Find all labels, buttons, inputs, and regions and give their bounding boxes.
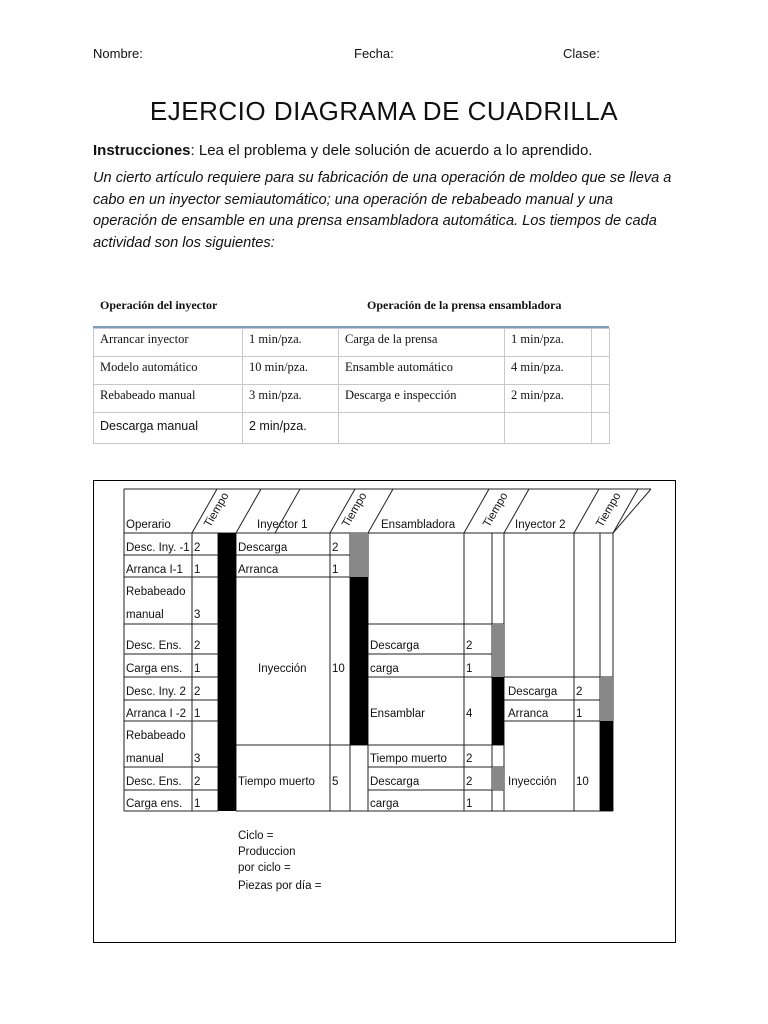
- col-header-tiempo-3: Tiempo: [481, 490, 511, 530]
- inyector2-activity: Descarga: [508, 686, 558, 698]
- nombre-label: Nombre:: [93, 46, 143, 61]
- inyector1-time: 1: [332, 564, 339, 576]
- inyector2-time: 10: [576, 776, 589, 788]
- col-header-tiempo-1: Tiempo: [202, 490, 232, 530]
- ensambladora-time: 1: [466, 663, 473, 675]
- table-cell: Rebabeado manual: [94, 385, 243, 413]
- table-header-press: Operación de la prensa ensambladora: [367, 298, 562, 312]
- operario-row-time: 1: [194, 798, 201, 810]
- table-cell: Arrancar inyector: [94, 329, 243, 357]
- table-cell: Modelo automático: [94, 357, 243, 385]
- operario-busy-bar: [218, 533, 236, 811]
- col-header-tiempo-2: Tiempo: [340, 490, 370, 530]
- ensambladora-time: 2: [466, 753, 473, 765]
- operario-row-time: 2: [194, 686, 201, 698]
- ensambladora-machine-bar: [492, 677, 504, 745]
- inyector2-time: 2: [576, 686, 583, 698]
- table-cell: 10 min/pza.: [243, 357, 339, 385]
- operario-row-label: Desc. Ens.: [126, 776, 182, 788]
- operario-row-label: Desc. Iny. 2: [126, 686, 186, 698]
- operario-row-time: 1: [194, 663, 201, 675]
- table-cell: [592, 413, 610, 444]
- operario-row-label: Carga ens.: [126, 798, 183, 810]
- inyector2-activity: Inyección: [508, 776, 557, 788]
- table-row: [94, 385, 610, 413]
- ensambladora-activity: Descarga: [370, 640, 420, 652]
- table-row: [94, 329, 610, 357]
- table-cell: 1 min/pza.: [505, 329, 592, 357]
- operario-row-time: 3: [194, 609, 201, 621]
- ensambladora-time: 1: [466, 798, 473, 810]
- col-header-ensambladora: Ensambladora: [381, 519, 456, 531]
- inyector2-activity: Arranca: [508, 708, 549, 720]
- operario-row-label-part2: manual: [126, 609, 164, 621]
- ensambladora-activity: carga: [370, 798, 399, 810]
- summary-piezas: Piezas por día =: [238, 880, 322, 892]
- ensambladora-time: 2: [466, 776, 473, 788]
- table-cell: Descarga e inspección: [339, 385, 505, 413]
- ensambladora-activity: Tiempo muerto: [370, 753, 447, 765]
- operario-row-label: Carga ens.: [126, 663, 183, 675]
- operario-row-label: Desc. Ens.: [126, 640, 182, 652]
- operario-row-label-part1: Rebabeado: [126, 730, 186, 742]
- summary-produccion-2: por ciclo =: [238, 862, 291, 874]
- table-cell: Carga de la prensa: [339, 329, 505, 357]
- inyector2-manual-bar: [600, 677, 613, 721]
- inyector1-activity: Inyección: [258, 663, 307, 675]
- page-title: EJERCIO DIAGRAMA DE CUADRILLA: [149, 96, 619, 126]
- operario-row-time: 2: [194, 776, 201, 788]
- table-cell: [339, 413, 505, 444]
- ensambladora-time: 2: [466, 640, 473, 652]
- table-cell: Ensamble automático: [339, 357, 505, 385]
- fecha-label: Fecha:: [354, 46, 394, 61]
- table-header-injector: Operación del inyector: [100, 298, 218, 312]
- inyector1-time: 5: [332, 776, 339, 788]
- operario-row-label: Arranca I-1: [126, 564, 183, 576]
- operario-row-label-part2: manual: [126, 753, 164, 765]
- operario-row-label-part1: Rebabeado: [126, 586, 186, 598]
- table-cell: 2 min/pza.: [243, 413, 339, 444]
- ensambladora-activity: Descarga: [370, 776, 420, 788]
- ensambladora-activity: carga: [370, 663, 399, 675]
- instructions: [93, 142, 592, 159]
- inyector2-time: 1: [576, 708, 583, 720]
- table-cell: 4 min/pza.: [505, 357, 592, 385]
- table-cell: [592, 329, 610, 357]
- inyector1-time: 10: [332, 663, 345, 675]
- inyector1-manual-bar: [350, 533, 368, 577]
- instructions-text: : Lea el problema y dele solución de acuerdo a lo aprendido.: [190, 142, 593, 159]
- inyector1-activity: Arranca: [238, 564, 279, 576]
- col-header-inyector-2: Inyector 2: [515, 519, 566, 531]
- crew-diagram: [94, 481, 674, 941]
- inyector2-machine-bar: [600, 721, 613, 811]
- operario-row-time: 3: [194, 753, 201, 765]
- operario-row-time: 1: [194, 564, 201, 576]
- operations-table: [93, 328, 610, 444]
- summary-produccion-1: Produccion: [238, 846, 296, 858]
- inyector1-activity: Descarga: [238, 542, 288, 554]
- table-cell: Descarga manual: [94, 413, 243, 444]
- col-header-inyector-1: Inyector 1: [257, 519, 308, 531]
- instructions-label: Instrucciones: [93, 142, 191, 159]
- table-row: [94, 357, 610, 385]
- operario-row-label: Desc. Iny. -1: [126, 542, 190, 554]
- inyector1-activity: Tiempo muerto: [238, 776, 315, 788]
- crew-diagram-frame: [93, 480, 676, 943]
- table-cell: 1 min/pza.: [243, 329, 339, 357]
- table-cell: 3 min/pza.: [243, 385, 339, 413]
- table-row: [94, 413, 610, 444]
- table-cell: [505, 413, 592, 444]
- table-cell: [592, 357, 610, 385]
- ensambladora-manual-bar: [492, 767, 504, 790]
- operario-row-time: 1: [194, 708, 201, 720]
- ensambladora-time: 4: [466, 708, 473, 720]
- ensambladora-activity: Ensamblar: [370, 708, 425, 720]
- operario-row-time: 2: [194, 542, 201, 554]
- inyector1-time: 2: [332, 542, 339, 554]
- clase-label: Clase:: [563, 46, 600, 61]
- operario-row-label: Arranca I -2: [126, 708, 187, 720]
- col-header-operario: Operario: [126, 519, 171, 531]
- table-cell: [592, 385, 610, 413]
- table-cell: 2 min/pza.: [505, 385, 592, 413]
- col-header-tiempo-4: Tiempo: [594, 490, 624, 530]
- inyector1-machine-bar: [350, 577, 368, 745]
- summary-ciclo: Ciclo =: [238, 830, 274, 842]
- operario-row-time: 2: [194, 640, 201, 652]
- ensambladora-manual-bar: [492, 624, 504, 677]
- problem-statement: Un cierto artículo requiere para su fabricación de una operación de moldeo que se lleva a cabo en un inyector semiautomático; una operación de rebabeado manual y una operación de ensamble en una prensa ensambladora automática. Los tiempos de cada actividad son los siguientes:: [93, 170, 672, 251]
